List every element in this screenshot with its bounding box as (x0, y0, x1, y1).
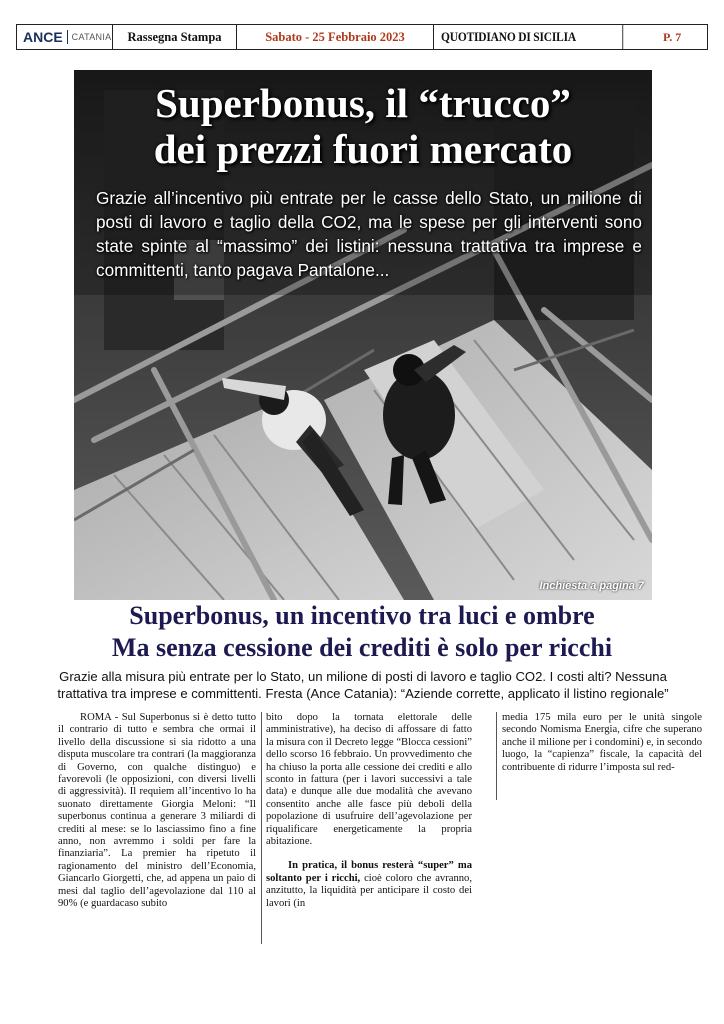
newspaper-name: QUOTIDIANO DI SICILIA (434, 25, 623, 49)
article-body (58, 712, 702, 962)
photo-subtitle: Grazie all’incentivo più entrate per le casse dello Stato, un milione di posti di lavoro e taglio della CO2, ma le spese per gli interventi sono state spinte al “massimo” dei listini: nessuna trattativa tra imprese e committenti, tanto pagava Pantalone... (96, 188, 642, 280)
article-column-1 (58, 712, 256, 911)
ance-logo (17, 25, 113, 49)
column-2-paragraph-2-text: cioè coloro che avranno, anzitutto, la liquidità per anticipare il costo dei lavori (in (266, 872, 472, 909)
inside-page-reference: Inchiesta a pagina 7 (539, 580, 644, 592)
column-divider (261, 712, 262, 944)
logo-sub-text: CATANIA (71, 32, 112, 42)
photo-title-line2: dei prezzi fuori mercato (153, 126, 573, 172)
deck-line1: Grazie alla misura più entrate per lo Stato, un milione di posti di lavoro e taglio CO2. I costi alti? Nessuna (59, 669, 667, 684)
paragraph-spacer (266, 848, 472, 860)
logo-main-text: ANCE (23, 29, 63, 45)
article-headline (16, 600, 708, 664)
headline-line1: Superbonus, un incentivo tra luci e ombre (129, 601, 595, 630)
article-column-3 (502, 712, 702, 774)
article-photo (74, 70, 652, 600)
headline-line2: Ma senza cessione dei crediti è solo per ricchi (111, 633, 613, 662)
column-1-text: ROMA - Sul Superbonus si è detto tutto il contrario di tutto e sembra che ormai il livello della discussione si sia ridotto a una disputa muscolare tra contrari (la maggioranza di Governo, con qualche distinguo) e favorevoli (le opposizioni, con diversi livelli di aggressività). Il requiem all’incentivo lo ha suonato direttamente Giorgia Meloni: “Il superbonus continua a generare 3 miliardi di crediti al mese: se lo lasciassimo fino a fine anno, non avremmo i soldi per fare la finanziaria”. La premier ha ripetuto il ragionamento del ministro dell’Economia, Giancarlo Giorgetti, che, ad appena un paio di mesi dal taglio dell’agevolazione dal 110 al 90% (e guardacaso subito (58, 712, 256, 910)
column-2-lead-in: In pratica, il bonus resterà “super” ma soltanto per i ricchi, (266, 860, 472, 884)
deck-line2: trattativa tra imprese e committenti. Fresta (Ance Catania): “Aziende corrette, applicato il listino regionale” (57, 686, 669, 701)
logo-divider (67, 30, 68, 44)
column-divider (496, 712, 497, 800)
column-2-paragraph-1: bito dopo la tornata elettorale delle amministrative), ha deciso di affossare di fatto la misura con il Decreto legge “Blocca cessioni” dello scorso 16 febbraio. Un provvedimento che ha chiuso la porta alle cessione dei crediti e allo sconto in fattura (per i lavori successivi a tale data) e dunque alle due modalità che avevano consentito anche alle fasce più deboli della popolazione di usufruire dell’agevolazione per riqualificare energeticamente la propria abitazione. (266, 712, 472, 848)
publication-date: Sabato - 25 Febbraio 2023 (237, 25, 434, 49)
article-deck (18, 668, 708, 702)
page-number: P. 7 (663, 29, 682, 44)
photo-title-line1: Superbonus, il “trucco” (155, 80, 571, 126)
article-column-2 (266, 712, 472, 910)
column-3-text: media 175 mila euro per le unità singole secondo Nomisma Energia, cifre che superano anche il milione per i condomini) e, in secondo luogo, la “capienza” fiscale, la capacità del contribuente di ridurre l’imposta sul red- (502, 712, 702, 773)
press-review-header (16, 24, 708, 50)
column-2-paragraph-2 (266, 860, 472, 910)
photo-title (74, 80, 652, 172)
section-label: Rassegna Stampa (113, 25, 237, 49)
